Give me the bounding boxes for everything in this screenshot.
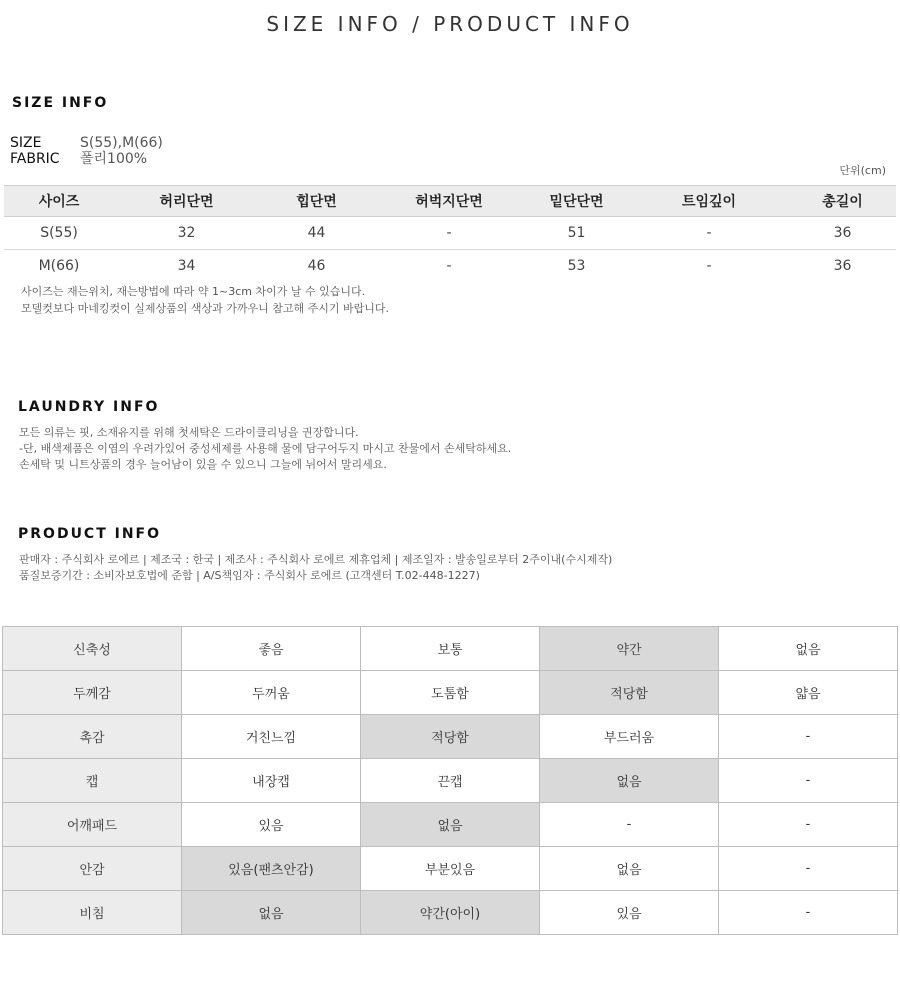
table-cell: 32 (114, 217, 259, 250)
attribute-option: 도톰함 (361, 671, 540, 715)
table-cell: M(66) (38, 258, 80, 274)
attribute-row (3, 803, 898, 847)
attribute-option: 끈캡 (361, 759, 540, 803)
attribute-option: 있음(팬츠안감) (182, 847, 361, 891)
attribute-option: 부분있음 (361, 847, 540, 891)
attribute-option: 없음 (719, 627, 898, 671)
attribute-option: - (719, 891, 898, 935)
attribute-label: 캡 (3, 759, 182, 803)
attribute-option: 내장캡 (182, 759, 361, 803)
column-header: 총길이 (789, 186, 896, 217)
table-row (4, 217, 896, 250)
fabric-value: 폴리100% (80, 151, 148, 167)
table-row (4, 250, 896, 283)
attribute-option: 있음 (182, 803, 361, 847)
table-cell: 53 (567, 258, 586, 274)
attribute-option: - (540, 803, 719, 847)
column-header: 허벅지단면 (374, 186, 524, 217)
attribute-label: 안감 (3, 847, 182, 891)
table-cell: - (446, 258, 452, 274)
attribute-option: 약간 (540, 627, 719, 671)
table-cell: S(55) (4, 217, 114, 250)
attribute-option: - (719, 803, 898, 847)
attribute-option: - (719, 715, 898, 759)
column-header: 사이즈 (4, 186, 114, 217)
attribute-label: 두께감 (3, 671, 182, 715)
attribute-row (3, 847, 898, 891)
page-title: SIZE INFO / PRODUCT INFO (266, 12, 634, 36)
table-cell: 36 (789, 217, 896, 250)
attribute-option: 약간(아이) (361, 891, 540, 935)
column-header: 밑단단면 (524, 186, 629, 217)
attribute-label: 촉감 (3, 715, 182, 759)
fabric-label: FABRIC (10, 151, 60, 167)
attribute-row (3, 759, 898, 803)
attribute-option: 없음 (540, 847, 719, 891)
attribute-option: 없음 (540, 759, 719, 803)
table-cell: 46 (307, 258, 326, 274)
attribute-option: 거친느낌 (182, 715, 361, 759)
attribute-row (3, 715, 898, 759)
table-cell: 44 (259, 217, 374, 250)
table-cell: 51 (524, 217, 629, 250)
size-value: S(55),M(66) (80, 135, 163, 151)
attribute-option: 좋음 (182, 627, 361, 671)
laundry-line: 모든 의류는 핏, 소재유지를 위해 첫세탁은 드라이클리닝을 권장합니다. (19, 426, 359, 439)
attribute-row (3, 627, 898, 671)
table-cell: 34 (177, 258, 196, 274)
attribute-option: 두꺼움 (182, 671, 361, 715)
attribute-label: 비침 (3, 891, 182, 935)
laundry-line: 손세탁 및 니트상품의 경우 늘어남이 있을 수 있으니 그늘에 뉘어서 말리세요. (19, 458, 387, 471)
column-header: 트임깊이 (629, 186, 789, 217)
table-cell: - (706, 258, 712, 274)
attribute-table (2, 626, 898, 935)
table-cell: - (374, 217, 524, 250)
product-info-heading: PRODUCT INFO (18, 526, 162, 542)
attribute-option: 없음 (361, 803, 540, 847)
attribute-option: 부드러움 (540, 715, 719, 759)
column-header: 힙단면 (259, 186, 374, 217)
size-table-header (4, 186, 896, 217)
attribute-option: - (719, 847, 898, 891)
product-line: 품질보증기간 : 소비자보호법에 준함 | A/S책임자 : 주식회사 로에르 (고객센터 T.02-448-1227) (19, 569, 480, 582)
laundry-line: -단, 배색제품은 이염의 우려가있어 중성세제를 사용해 물에 담구어두지 마시고 찬물에서 손세탁하세요. (19, 442, 512, 455)
attribute-option: 적당함 (361, 715, 540, 759)
attribute-label: 어깨패드 (3, 803, 182, 847)
column-header: 허리단면 (114, 186, 259, 217)
product-line: 판매자 : 주식회사 로에르 | 제조국 : 한국 | 제조사 : 주식회사 로에르 제휴업체 | 제조일자 : 발송일로부터 2주이내(수시제작) (19, 553, 613, 566)
attribute-row (3, 671, 898, 715)
size-note: 모델컷보다 마네킹컷이 실제상품의 색상과 가까우니 참고해 주시기 바랍니다. (21, 302, 390, 315)
attribute-option: 얇음 (719, 671, 898, 715)
attribute-option: 적당함 (540, 671, 719, 715)
laundry-info-heading: LAUNDRY INFO (18, 399, 160, 415)
attribute-label: 신축성 (3, 627, 182, 671)
size-table (4, 185, 896, 282)
table-cell: 36 (833, 258, 852, 274)
size-note: 사이즈는 재는위치, 재는방법에 따라 약 1~3cm 차이가 날 수 있습니다. (21, 285, 366, 298)
size-info-heading: SIZE INFO (12, 95, 109, 111)
unit-label: 단위(cm) (839, 164, 886, 177)
attribute-option: 보통 (361, 627, 540, 671)
table-cell: - (629, 217, 789, 250)
attribute-option: 있음 (540, 891, 719, 935)
attribute-option: - (719, 759, 898, 803)
attribute-row (3, 891, 898, 935)
attribute-option: 없음 (182, 891, 361, 935)
size-label: SIZE (10, 135, 42, 151)
